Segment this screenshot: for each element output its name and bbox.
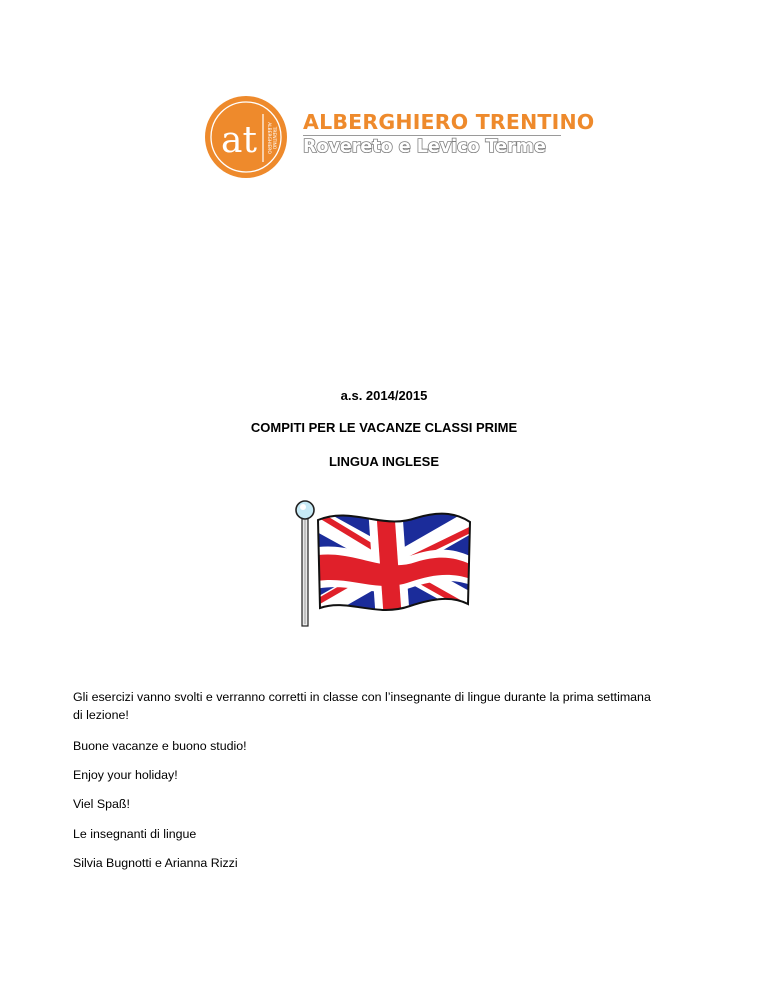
logo-vertical-text: TRENTINO bbox=[271, 126, 276, 150]
greeting-italian: Buone vacanze e buono studio! bbox=[73, 739, 247, 753]
instructions-line-1: Gli esercizi vanno svolti e verranno corretti in classe con l’insegnante di lingue durante la prima settimana bbox=[73, 690, 651, 704]
logo-divider bbox=[303, 135, 561, 136]
logo-monogram-icon bbox=[205, 96, 287, 178]
instructions-line-2: di lezione! bbox=[73, 708, 129, 722]
school-logo bbox=[205, 96, 595, 178]
school-year: a.s. 2014/2015 bbox=[340, 388, 428, 403]
logo-subtitle: Rovereto e Levico Terme bbox=[303, 137, 546, 157]
logo-title: ALBERGHIERO TRENTINO bbox=[303, 110, 595, 134]
logo-vertical-text: ALBERGHIERO bbox=[266, 122, 271, 154]
greeting-english: Enjoy your holiday! bbox=[73, 768, 178, 782]
teacher-names: Silvia Bugnotti e Arianna Rizzi bbox=[73, 856, 238, 870]
subject-title: LINGUA INGLESE bbox=[328, 454, 440, 469]
greeting-german: Viel Spaß! bbox=[73, 797, 130, 811]
page-title: COMPITI PER LE VACANZE CLASSI PRIME bbox=[250, 420, 518, 435]
logo-monogram: at bbox=[221, 120, 257, 161]
uk-flag-icon bbox=[292, 500, 474, 628]
signature-label: Le insegnanti di lingue bbox=[73, 827, 197, 841]
